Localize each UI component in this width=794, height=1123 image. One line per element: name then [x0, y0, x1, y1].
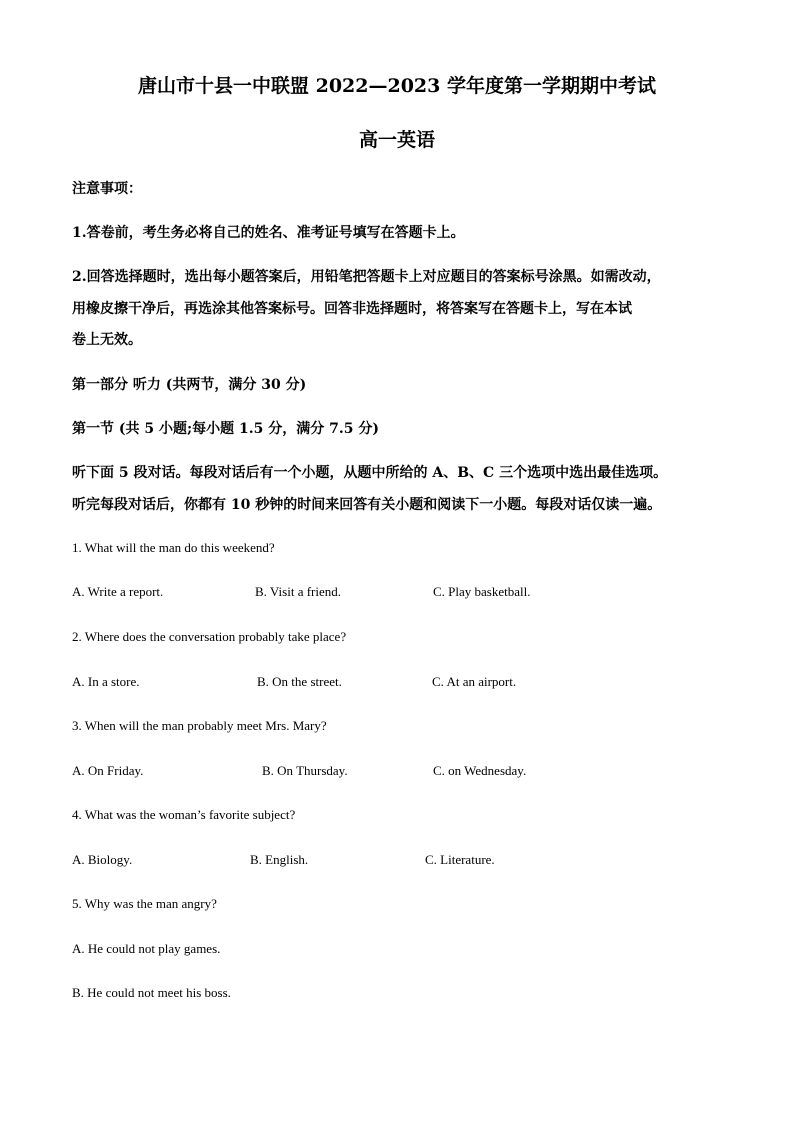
question-5-option-b: B. He could not meet his boss.: [72, 985, 231, 1000]
question-1-stem: 1. What will the man do this weekend?: [72, 540, 275, 555]
question-4-stem: 4. What was the woman’s favorite subject?: [72, 807, 296, 822]
notice-heading: 注意事项：: [72, 181, 142, 197]
question-1-option-b: B. Visit a friend.: [255, 584, 341, 599]
notice-item-2-line-3: 卷上无效。: [72, 332, 142, 348]
listening-instructions-line-2: 听完每段对话后，你都有 10 秒钟的时间来回答有关小题和阅读下一小题。每段对话仅读一遍。: [72, 497, 662, 513]
question-3-stem: 3. When will the man probably meet Mrs. Mary?: [72, 718, 327, 733]
question-3-option-a: A. On Friday.: [72, 763, 144, 778]
question-2-option-a: A. In a store.: [72, 674, 140, 689]
question-2-option-b: B. On the street.: [257, 674, 342, 689]
exam-subtitle: 高一英语: [358, 129, 435, 151]
question-5-option-a: A. He could not play games.: [72, 941, 221, 956]
listening-instructions-line-1: 听下面 5 段对话。每段对话后有一个小题，从题中所给的 A、B、C 三个选项中选出最佳选项。: [72, 465, 668, 481]
question-3-option-c: C. on Wednesday.: [433, 763, 527, 778]
question-4-option-a: A. Biology.: [72, 852, 133, 867]
question-5-stem: 5. Why was the man angry?: [72, 896, 217, 911]
notice-item-2-line-2: 用橡皮擦干净后，再选涂其他答案标号。回答非选择题时，将答案写在答题卡上，写在本试: [72, 301, 632, 317]
part-1-heading: 第一部分 听力 (共两节，满分 30 分): [72, 377, 307, 393]
exam-title: 唐山市十县一中联盟 2022—2023 学年度第一学期期中考试: [138, 75, 656, 97]
notice-item-1: 1.答卷前，考生务必将自己的姓名、准考证号填写在答题卡上。: [72, 225, 465, 241]
question-4-option-b: B. English.: [250, 852, 309, 867]
question-1-option-a: A. Write a report.: [72, 584, 164, 599]
notice-item-2-line-1: 2.回答选择题时，选出每小题答案后，用铅笔把答题卡上对应题目的答案标号涂黑。如需改动，: [72, 269, 661, 285]
question-2-stem: 2. Where does the conversation probably take place?: [72, 629, 347, 644]
question-2-option-c: C. At an airport.: [432, 674, 517, 689]
question-1-option-c: C. Play basketball.: [433, 584, 531, 599]
section-1-heading: 第一节 (共 5 小题;每小题 1.5 分，满分 7.5 分): [72, 421, 379, 437]
question-4-option-c: C. Literature.: [425, 852, 495, 867]
question-3-option-b: B. On Thursday.: [262, 763, 348, 778]
